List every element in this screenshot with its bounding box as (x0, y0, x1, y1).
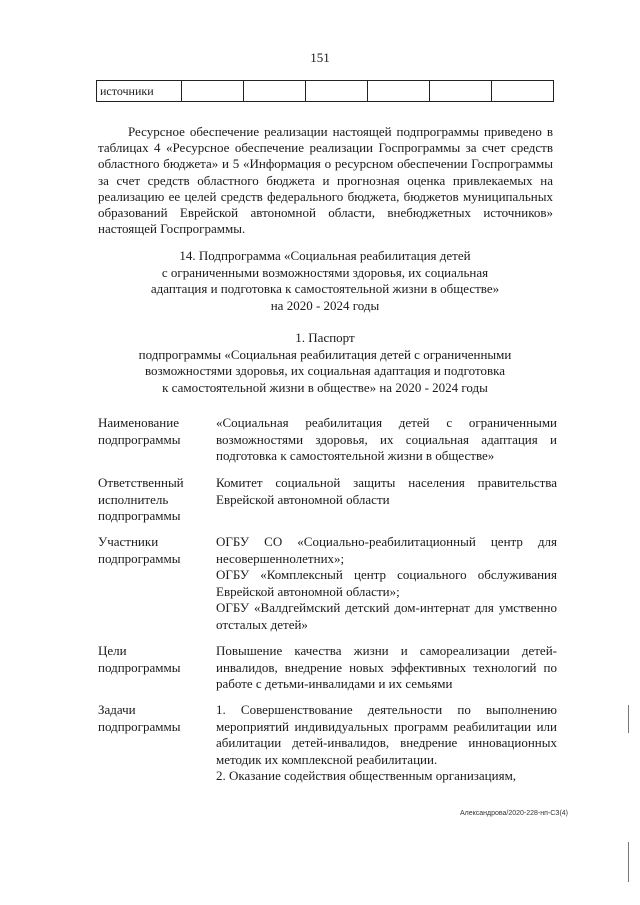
passport-row-label: Цели подпрограммы (98, 643, 181, 675)
document-code: Александрова/2020-228-нп-СЗ(4) (459, 810, 568, 817)
section-title-line: адаптация и подготовка к самостоятельной жизни в обществе» (150, 281, 500, 296)
scan-edge-mark (628, 842, 629, 882)
table-cell (182, 81, 244, 102)
passport-title-line: подпрограммы «Социальная реабилитация детей с ограниченными (138, 346, 512, 362)
passport-row-label: Наименование подпрограммы (98, 415, 181, 447)
passport-value-line: Комитет социальной защиты населения правительства Еврейской автономной области (216, 475, 557, 507)
section-title-line: 14. Подпрограмма «Социальная реабилитация детей (179, 248, 471, 263)
intro-paragraph-text: Ресурсное обеспечение реализации настоящей подпрограммы приведено в таблицах 4 «Ресурсное обеспечение реализации Госпрограммы за счет средств областного бюджета» и 5 «Информация о ресурсном обеспечении Госпрограммы за счет средств областного бюджета и прогнозная оценка привлекаемых на реализацию ее целей средств федерального бюджета, бюджетов муниципальных образований Еврейской автономной области, внебюджетных источников» настоящей Госпрограммы. (98, 124, 553, 237)
passport-row-value (216, 534, 557, 633)
passport-value-line: Повышение качества жизни и самореализации детей-инвалидов, внедрение новых эффективных технологий по работе с детьми-инвалидами и их семьями (216, 643, 557, 691)
continuation-table (96, 80, 554, 102)
section-title-line: на 2020 - 2024 годы (270, 297, 380, 313)
section-title-line: с ограниченными возможностями здоровья, их социальная (161, 264, 489, 280)
passport-title-line: 1. Паспорт (295, 330, 355, 345)
passport-value-line: ОГБУ «Валдгеймский детский дом-интернат для умственно отсталых детей» (216, 600, 557, 632)
intro-paragraph (98, 124, 553, 237)
passport-value-line: 1. Совершенствование деятельности по выполнению мероприятий индивидуальных программ реабилитации или абилитации детей-инвалидов, внедрение инновационных методик их комплексной реабилитации. (216, 702, 557, 767)
passport-title-line: возможностями здоровья, их социальная адаптация и подготовка (144, 363, 506, 378)
passport-row-value (216, 643, 557, 693)
passport-row-label: Ответственный исполнитель подпрограммы (98, 475, 184, 523)
passport-row-label: Задачи подпрограммы (98, 702, 181, 734)
passport-value-line: «Социальная реабилитация детей с ограниченными возможностями здоровья, их социальная адаптация и подготовка к самостоятельной жизни в обществе» (216, 415, 557, 463)
passport-value-line: ОГБУ «Комплексный центр социального обслуживания Еврейской автономной области»; (216, 567, 557, 599)
passport-value-line: ОГБУ СО «Социально-реабилитационный центр для несовершеннолетних»; (216, 534, 557, 566)
passport-row-label: Участники подпрограммы (98, 534, 181, 566)
passport-title-line: к самостоятельной жизни в обществе» на 2020 - 2024 годы (162, 379, 488, 395)
passport-row-value (216, 415, 557, 465)
scan-edge-mark (628, 705, 629, 733)
table-cell (492, 81, 554, 102)
table-cell (306, 81, 368, 102)
table-cell: источники (97, 81, 182, 102)
page-number: 151 (310, 50, 330, 65)
passport-row-value (216, 702, 557, 785)
table-cell (244, 81, 306, 102)
passport-title (90, 330, 560, 396)
passport-value-line: 2. Оказание содействия общественным организациям, (216, 768, 517, 783)
table-cell (368, 81, 430, 102)
table-cell (430, 81, 492, 102)
section-title (90, 248, 560, 314)
passport-row-value (216, 475, 557, 508)
